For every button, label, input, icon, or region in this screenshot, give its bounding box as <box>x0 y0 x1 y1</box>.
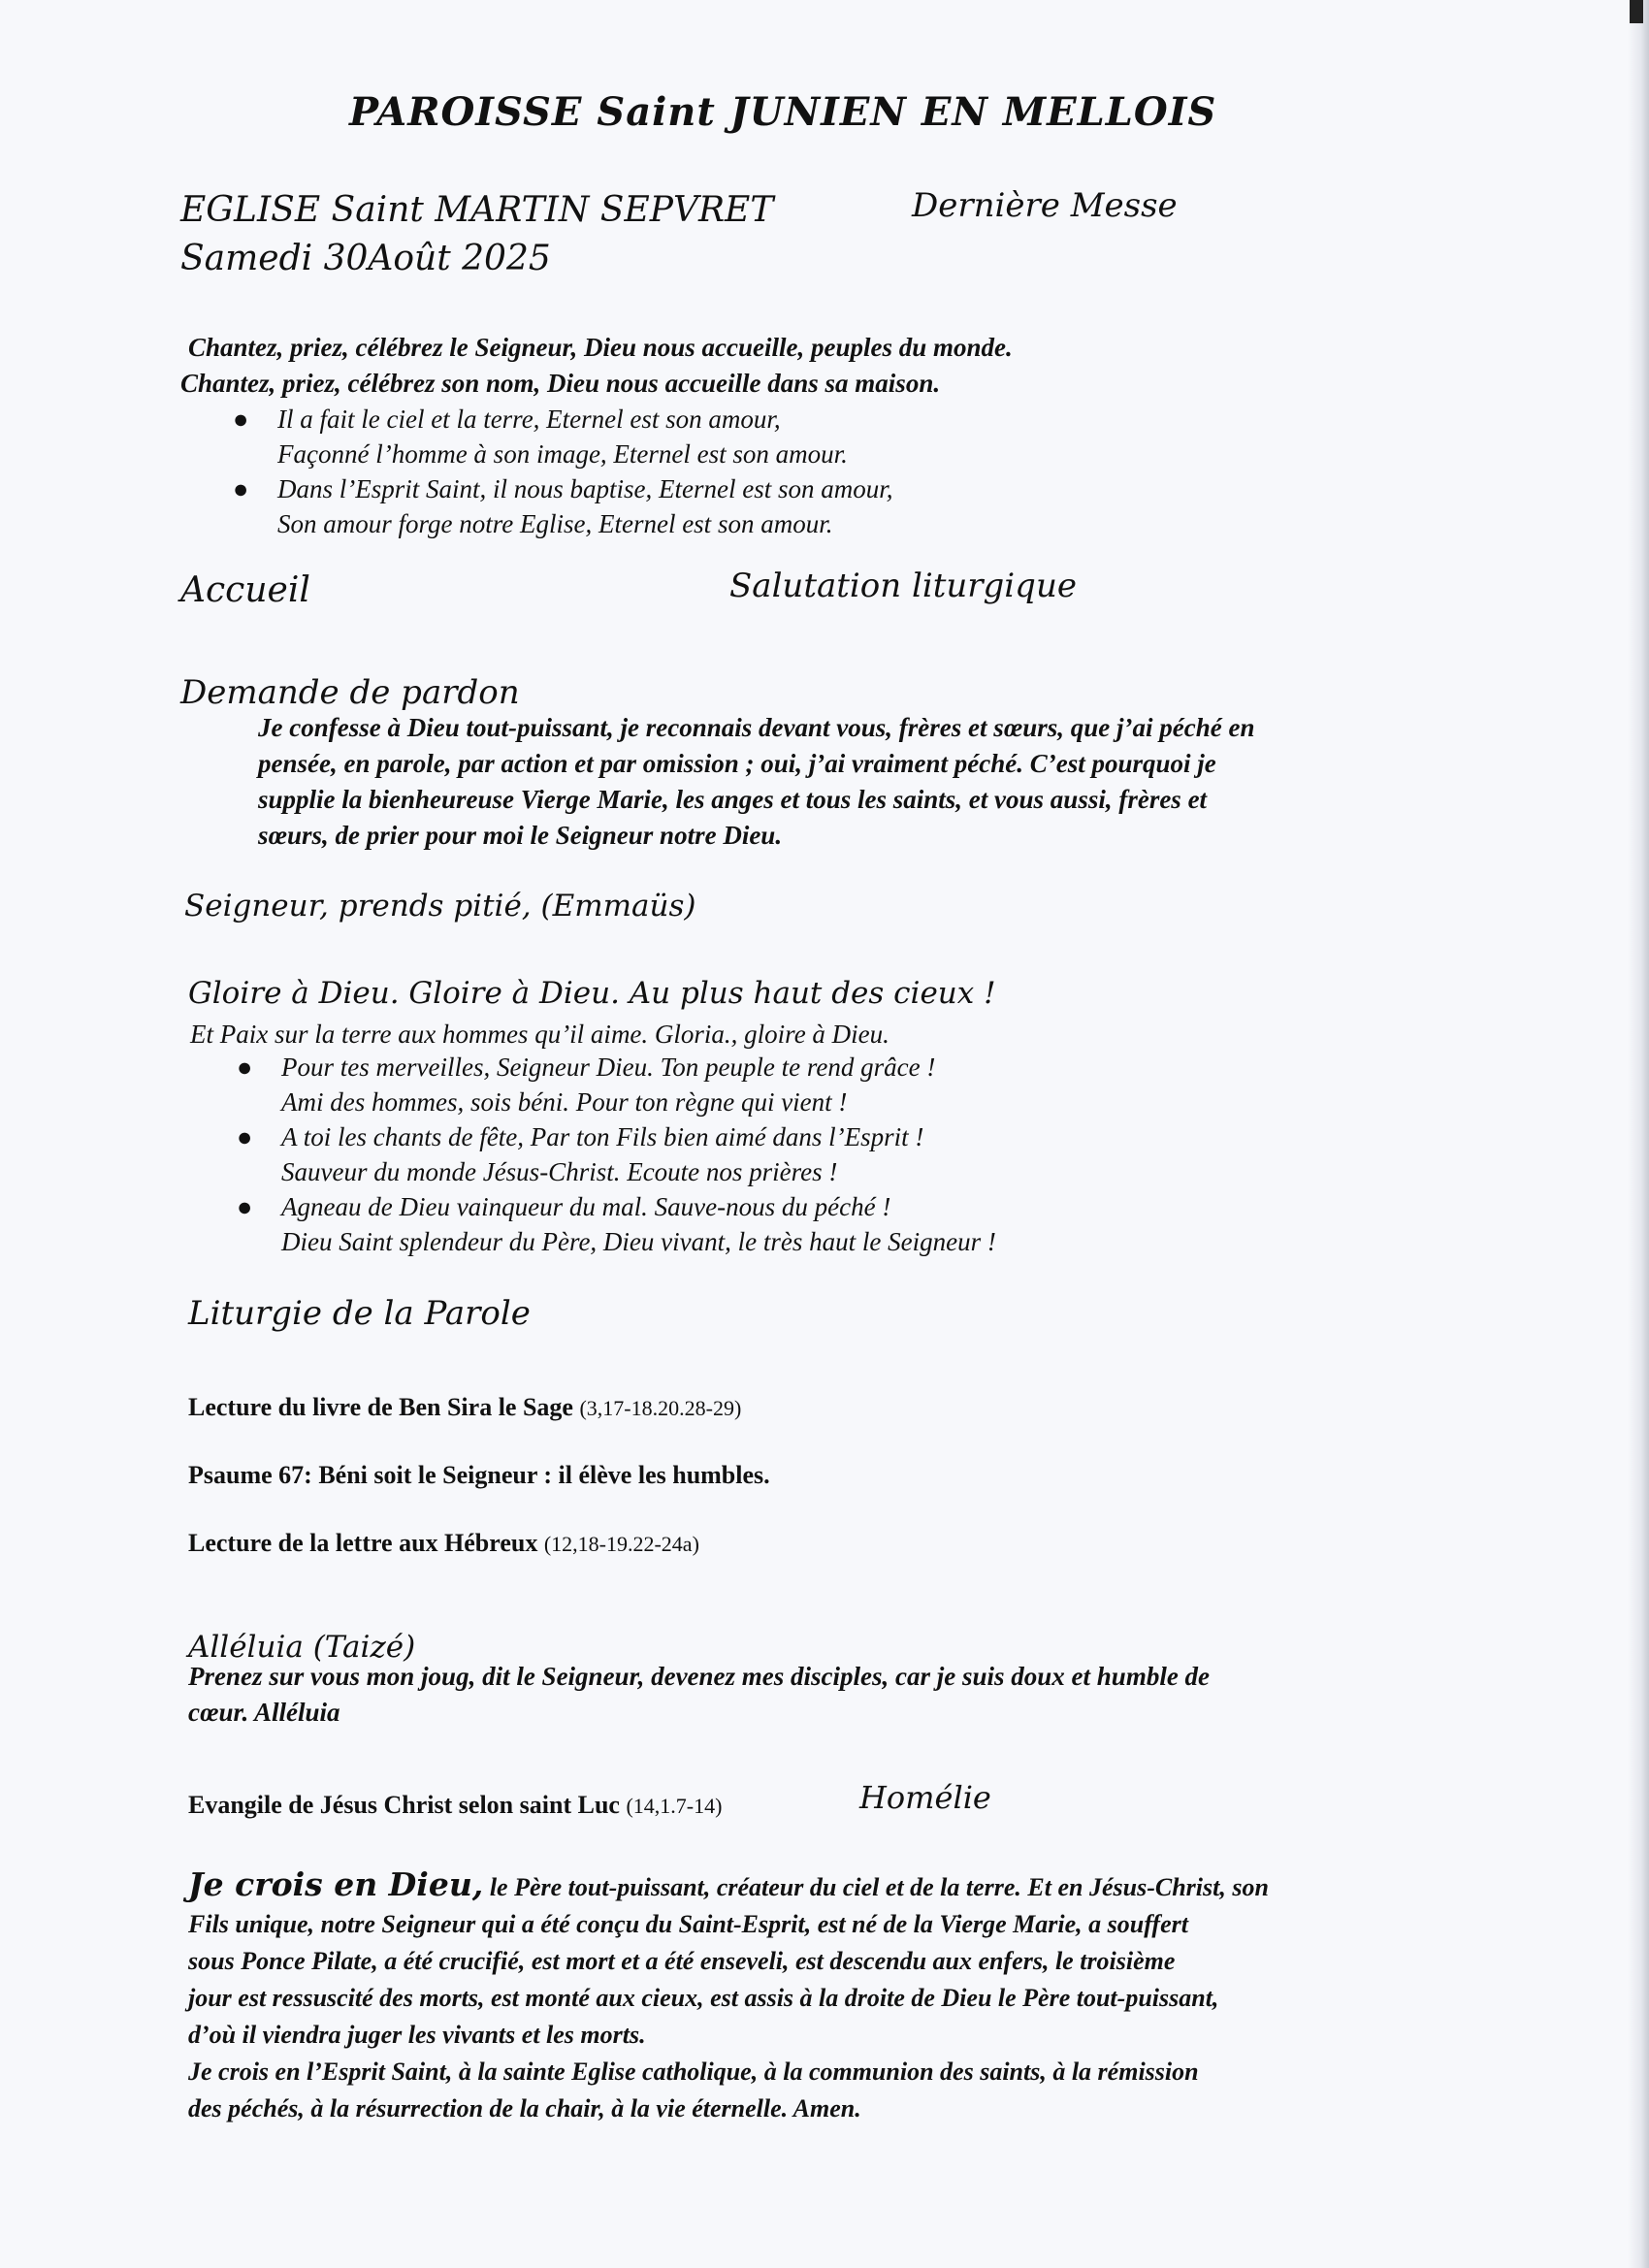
reading-2-ref: (12,18-19.22-24a) <box>543 1532 699 1556</box>
list-item <box>233 402 893 471</box>
reading-2 <box>188 1529 699 1558</box>
creed-line: des péchés, à la résurrection de la chair, à la vie éternelle. Amen. <box>188 2094 861 2122</box>
verse-line: Pour tes merveilles, Seigneur Dieu. Ton peuple te rend grâce ! <box>281 1053 936 1082</box>
list-item <box>237 1050 996 1119</box>
penitential-heading: Demande de pardon <box>180 673 520 712</box>
creed-line: sous Ponce Pilate, a été crucifié, est mort et a été enseveli, est descendu aux enfers, le troisième <box>188 1947 1176 1975</box>
homily-heading: Homélie <box>859 1779 991 1816</box>
gloria-line-2: Et Paix sur la terre aux hommes qu’il aime. Gloria., gloire à Dieu. <box>190 1020 889 1049</box>
creed-text <box>188 1866 1585 2127</box>
parish-title: PAROISSE Saint JUNIEN EN MELLOIS <box>349 89 1217 135</box>
reading-1-label: Lecture du livre de Ben Sira le Sage <box>188 1393 573 1421</box>
verse-line: Il a fait le ciel et la terre, Eternel est son amour, <box>277 405 781 434</box>
church-name: EGLISE Saint MARTIN SEPVRET <box>180 190 774 230</box>
bullet-icon: ● <box>233 405 249 434</box>
gospel <box>188 1791 722 1820</box>
creed-line: Fils unique, notre Seigneur qui a été conçu du Saint-Esprit, est né de la Vierge Marie, a souffert <box>188 1910 1188 1938</box>
list-item <box>233 471 893 541</box>
confiteor-text <box>258 710 1254 854</box>
gospel-label: Evangile de Jésus Christ selon saint Luc <box>188 1791 620 1819</box>
psalm: Psaume 67: Béni soit le Seigneur : il élève les humbles. <box>188 1461 770 1489</box>
confiteor-line: sœurs, de prier pour moi le Seigneur notre Dieu. <box>258 821 783 850</box>
page-edge-shadow <box>1628 0 1649 2268</box>
creed-line: jour est ressuscité des morts, est monté aux cieux, est assis à la droite de Dieu le Père tout-puissant, <box>188 1984 1219 2012</box>
creed-line: d’où il viendra juger les vivants et les morts. <box>188 2021 646 2049</box>
confiteor-line: Je confesse à Dieu tout-puissant, je reconnais devant vous, frères et sœurs, que j’ai péché en <box>258 713 1255 742</box>
kyrie-heading: Seigneur, prends pitié, (Emmaüs) <box>184 889 696 923</box>
bullet-icon: ● <box>233 474 249 503</box>
scan-corner-mark <box>1630 0 1643 23</box>
accueil-heading: Accueil <box>180 570 310 610</box>
mass-date: Samedi 30Août 2025 <box>180 239 551 278</box>
bullet-icon: ● <box>237 1122 253 1151</box>
gloria-line-1: Gloire à Dieu. Gloire à Dieu. Au plus haut des cieux ! <box>188 976 996 1011</box>
bullet-icon: ● <box>237 1192 253 1221</box>
salutation-heading: Salutation liturgique <box>729 567 1077 605</box>
gloria-verses <box>237 1050 996 1259</box>
bullet-icon: ● <box>237 1053 253 1082</box>
refrain-line-2: Chantez, priez, célébrez son nom, Dieu nous accueille dans sa maison. <box>180 369 941 398</box>
creed-lead: Je crois en Dieu, <box>188 1865 484 1903</box>
mass-label: Dernière Messe <box>912 186 1178 225</box>
alleluia-line: Prenez sur vous mon joug, dit le Seigneur, devenez mes disciples, car je suis doux et humble de <box>188 1662 1211 1691</box>
creed-line: Je crois en l’Esprit Saint, à la sainte Eglise catholique, à la communion des saints, à la rémission <box>188 2057 1199 2086</box>
creed-line-1-rest: le Père tout-puissant, créateur du ciel et de la terre. Et en Jésus-Christ, son <box>483 1873 1269 1901</box>
creed-line <box>188 1866 1585 1906</box>
verse-line: Son amour forge notre Eglise, Eternel est son amour. <box>277 509 833 538</box>
reading-2-label: Lecture de la lettre aux Hébreux <box>188 1529 538 1557</box>
list-item <box>237 1189 996 1259</box>
verse-line: Dans l’Esprit Saint, il nous baptise, Eternel est son amour, <box>277 474 893 503</box>
confiteor-line: pensée, en parole, par action et par omission ; oui, j’ai vraiment péché. C’est pourquoi je <box>258 749 1216 778</box>
verse-line: Sauveur du monde Jésus-Christ. Ecoute nos prières ! <box>281 1157 838 1186</box>
verse-line: Dieu Saint splendeur du Père, Dieu vivant, le très haut le Seigneur ! <box>281 1227 996 1256</box>
confiteor-line: supplie la bienheureuse Vierge Marie, les anges et tous les saints, et vous aussi, frères et <box>258 785 1208 814</box>
verse-line: Façonné l’homme à son image, Eternel est son amour. <box>277 439 848 469</box>
alleluia-text <box>188 1659 1210 1731</box>
liturgy-word-heading: Liturgie de la Parole <box>188 1294 531 1333</box>
gospel-ref: (14,1.7-14) <box>626 1794 723 1818</box>
verse-line: A toi les chants de fête, Par ton Fils bien aimé dans l’Esprit ! <box>281 1122 924 1151</box>
reading-1-ref: (3,17-18.20.28-29) <box>579 1396 742 1420</box>
opening-song-refrain <box>180 330 1013 402</box>
refrain-line-1: Chantez, priez, célébrez le Seigneur, Dieu nous accueille, peuples du monde. <box>188 333 1013 362</box>
list-item <box>237 1119 996 1189</box>
alleluia-line: cœur. Alléluia <box>188 1698 340 1727</box>
reading-1 <box>188 1393 741 1422</box>
alleluia-heading: Alléluia (Taizé) <box>188 1630 416 1665</box>
opening-song-verses <box>233 402 893 541</box>
verse-line: Ami des hommes, sois béni. Pour ton règne qui vient ! <box>281 1087 848 1117</box>
verse-line: Agneau de Dieu vainqueur du mal. Sauve-nous du péché ! <box>281 1192 891 1221</box>
